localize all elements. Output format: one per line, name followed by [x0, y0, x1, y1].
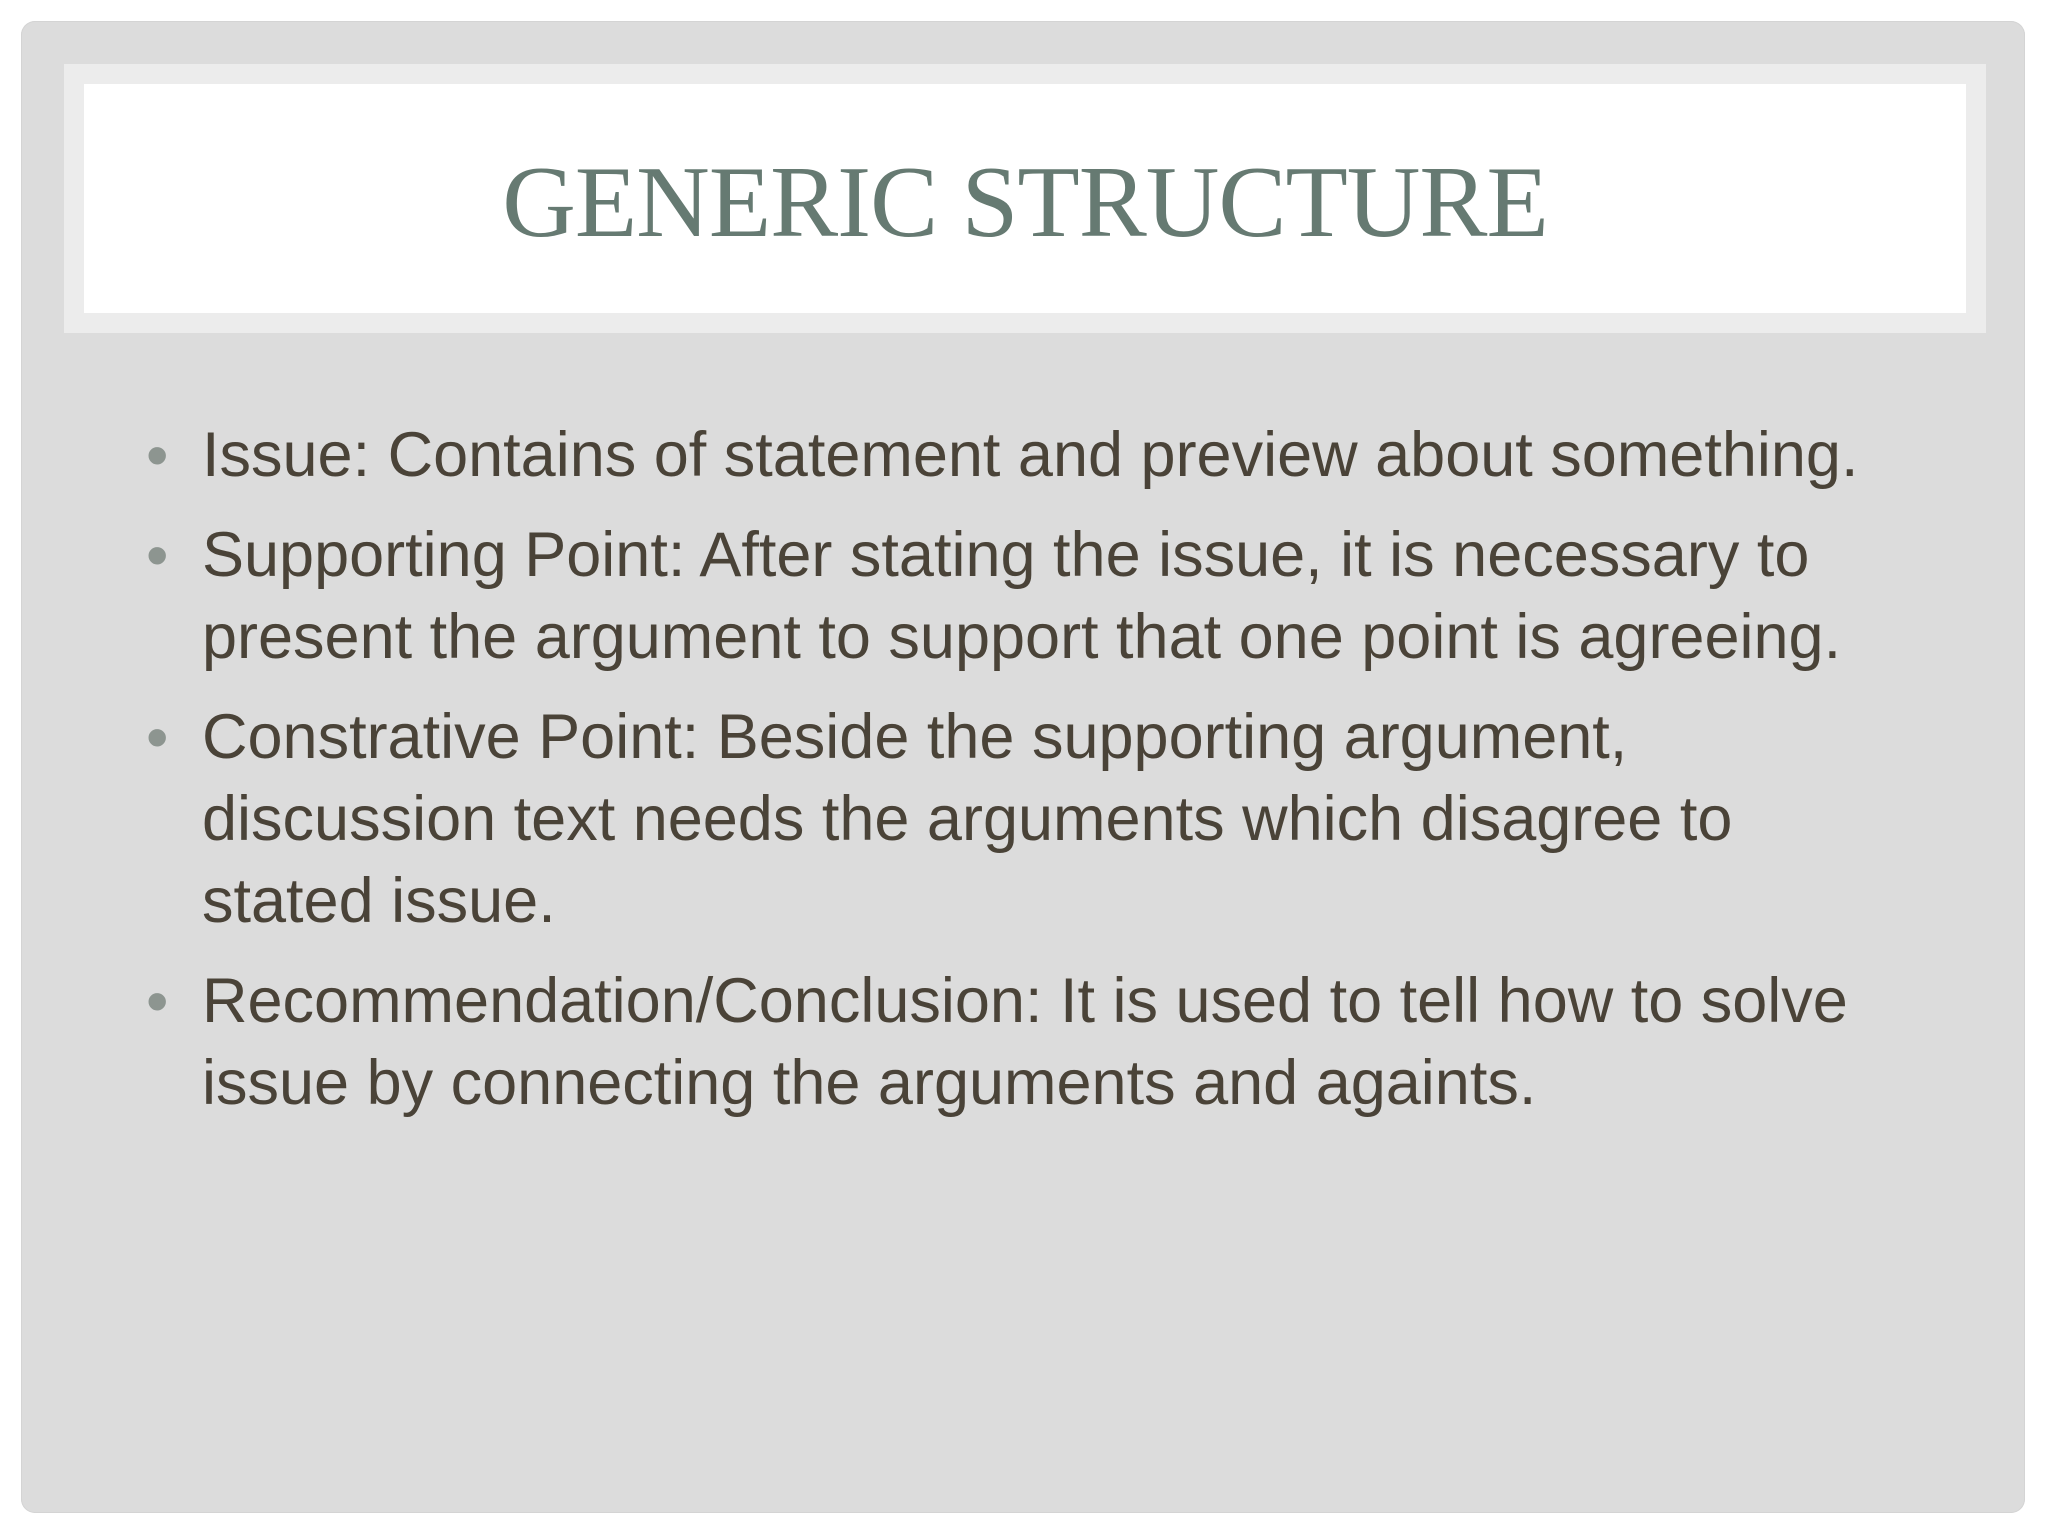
bullet-icon: •: [146, 419, 169, 491]
bullet-item-constrative-point: [146, 696, 1906, 942]
title-box: [84, 84, 1966, 313]
title-band: [64, 64, 1986, 333]
bullet-icon: •: [146, 701, 169, 773]
bullet-text: Recommendation/Conclusion: It is used to tell how to solve issue by connecting the arguments and againts.: [202, 966, 1848, 1118]
bullet-item-supporting-point: [146, 514, 1906, 678]
bullet-item-issue: [146, 414, 1906, 496]
bullet-item-recommendation: [146, 960, 1906, 1124]
bullet-text: Constrative Point: Beside the supporting argument, discussion text needs the arguments which disagree to stated issue.: [202, 702, 1733, 936]
bullet-text: Issue: Contains of statement and preview about something.: [202, 420, 1859, 490]
bullet-icon: •: [146, 519, 169, 591]
bullet-text: Supporting Point: After stating the issue, it is necessary to present the argument to support that one point is agreeing.: [202, 520, 1842, 672]
slide-title: GENERIC STRUCTURE: [502, 146, 1548, 259]
bullet-list: [146, 414, 1906, 1142]
bullet-icon: •: [146, 965, 169, 1037]
slide: [21, 21, 2025, 1513]
